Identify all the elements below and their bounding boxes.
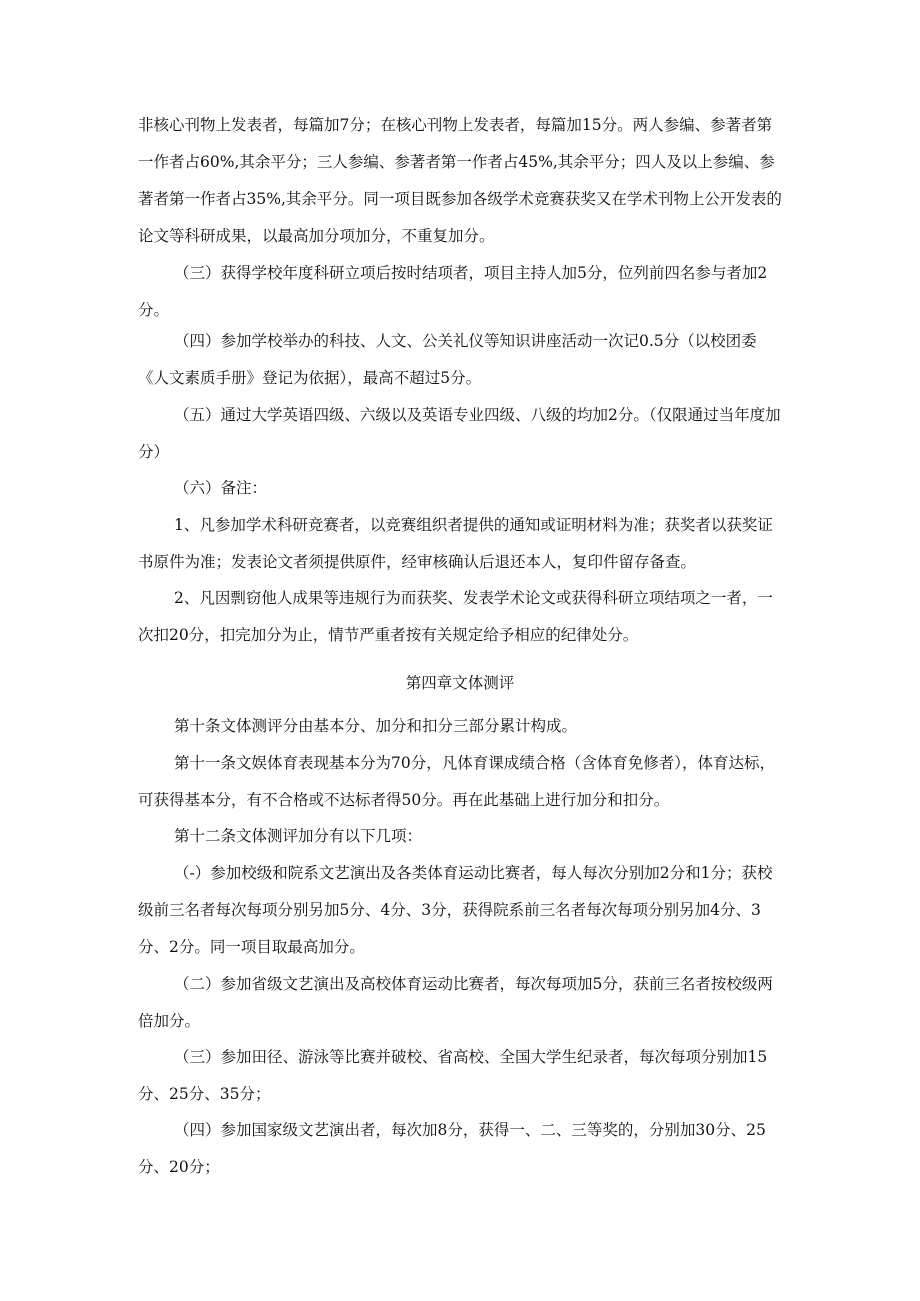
paragraph-campus-events: （-）参加校级和院系文艺演出及各类体育运动比赛者，每人每次分别加2分和1分；获校级前三名者每次每项分别另加5分、4分、3分，获得院系前三名者每次每项分别另加4分、3分、2分。同一项目取最高加分。: [138, 864, 773, 956]
paragraph-lectures: （四）参加学校举办的科技、人文、公关礼仪等知识讲座活动一次记0.5分（以校团委《人文素质手册》登记为依据），最高不超过5分。: [138, 332, 757, 387]
paragraph-note-2: 2、凡因剽窃他人成果等违规行为而获奖、发表学术论文或获得科研立项结项之一者，一次扣20分，扣完加分为止，情节严重者按有关规定给予相应的纪律处分。: [138, 589, 773, 644]
paragraph-note-1: 1、凡参加学术科研竞赛者，以竞赛组织者提供的通知或证明材料为准；获奖者以获奖证书原件为准；发表论文者须提供原件，经审核确认后退还本人，复印件留存备查。: [138, 516, 773, 571]
paragraph-records: （三）参加田径、游泳等比赛并破校、省高校、全国大学生纪录者，每次每项分别加15分、25分、35分；: [138, 1048, 768, 1103]
paragraph-english-exam: （五）通过大学英语四级、六级以及英语专业四级、八级的均加2分。（仅限通过当年度加分）: [138, 406, 781, 461]
paragraph-notes-label: （六）备注：: [174, 479, 268, 497]
paragraph-publication-points: 非核心刊物上发表者，每篇加7分；在核心刊物上发表者，每篇加15分。两人参编、参著者第一作者占60%,其余平分；三人参编、参著者第一作者占45%,其余平分；四人及以上参编、参著者第一作者占35%,其余平分。同一项目既参加各级学术竞赛获奖又在学术刊物上公开发表的论文等科研成果，以最高加分项加分，不重复加分。: [138, 116, 782, 245]
paragraph-national-events: （四）参加国家级文艺演出者，每次加8分，获得一、二、三等奖的，分别加30分、25分、20分；: [138, 1121, 766, 1176]
paragraph-research-project: （三）获得学校年度科研立项后按时结项者，项目主持人加5分，位列前四名参与者加2分。: [138, 264, 768, 319]
chapter-heading: 第四章文体测评: [405, 674, 515, 692]
paragraph-provincial-events: （二）参加省级文艺演出及高校体育运动比赛者，每次每项加5分，获前三名者按校级两倍加分。: [138, 975, 773, 1030]
article-10: 第十条文体测评分由基本分、加分和扣分三部分累计构成。: [174, 717, 578, 735]
article-12: 第十二条文体测评加分有以下几项：: [174, 827, 423, 845]
article-11: 第十一条文娱体育表现基本分为70分，凡体育课成绩合格（含体育免修者），体育达标，可获得基本分，有不合格或不达标者得50分。再在此基础上进行加分和扣分。: [138, 754, 775, 809]
